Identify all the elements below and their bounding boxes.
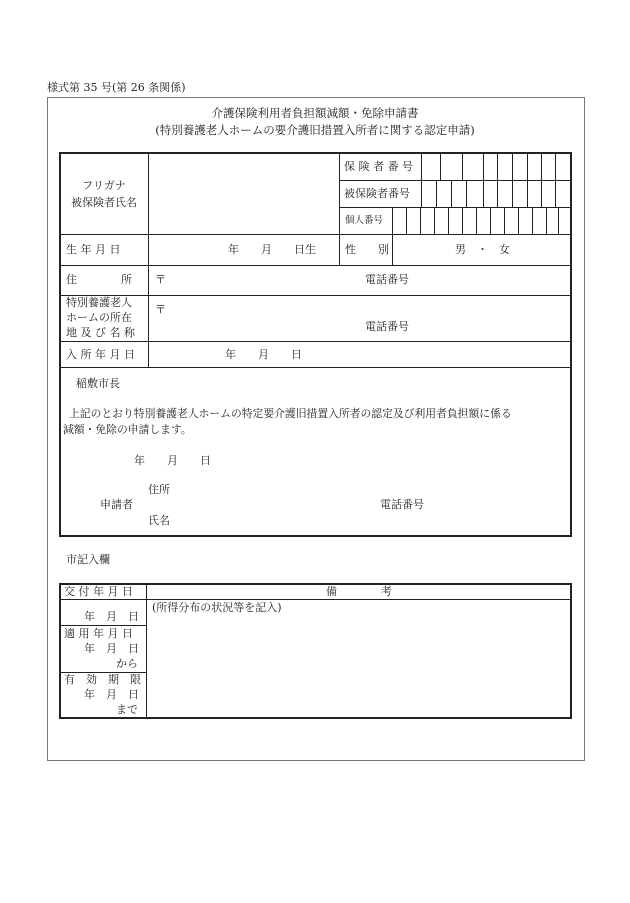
effective-date-label: 適 用 年 月 日 [64, 627, 133, 640]
birthdate-label: 生 年 月 日 [66, 243, 121, 256]
declaration-line-1: 上記のとおり特別養護老人ホームの特定要介護旧措置入所者の認定及び利用者負担額に係る [69, 407, 512, 420]
facility-postal-mark: 〒 [155, 303, 166, 316]
effective-date-ymd: 年 月 日 [84, 642, 139, 655]
sex-label: 性 別 [345, 243, 389, 256]
remarks-note: (所得分布の状況等を記入) [152, 601, 282, 614]
form-number: 様式第 35 号(第 26 条関係) [47, 81, 186, 94]
insured-name-label: 被保険者氏名 [71, 196, 137, 209]
facility-label-2: ホームの所在 [66, 311, 132, 324]
admission-date-format: 年 月 日 [225, 348, 302, 361]
applicant-phone-label: 電話番号 [380, 498, 424, 511]
admission-date-field[interactable] [149, 342, 570, 367]
facility-label-3: 地 及 び 名 称 [66, 326, 135, 339]
personal-number-label: 個人番号 [345, 215, 384, 226]
validity-ymd: 年 月 日 [84, 688, 139, 701]
issue-date-label: 交 付 年 月 日 [64, 585, 133, 598]
facility-label-1: 特別養護老人 [66, 296, 132, 309]
until-label: まで [116, 703, 138, 716]
form-subtitle: (特別養護老人ホームの要介護旧措置入所者に関する認定申請) [155, 123, 475, 137]
addressee: 稲敷市長 [76, 377, 120, 390]
facility-field[interactable] [149, 296, 570, 341]
applicant-address-field[interactable] [175, 480, 375, 498]
postal-mark: 〒 [155, 273, 166, 286]
address-field[interactable] [149, 266, 570, 295]
declaration-line-2: 減額・免除の申請します。 [63, 423, 192, 436]
applicant-label: 申請者 [100, 498, 133, 511]
furigana-label: フリガナ [82, 179, 126, 192]
facility-phone-label: 電話番号 [365, 320, 409, 333]
address-label: 住 所 [66, 273, 132, 286]
birthdate-format: 年 月 日生 [228, 243, 316, 256]
insured-name-field[interactable] [149, 153, 339, 234]
personal-number-field[interactable] [393, 208, 570, 234]
remarks-label: 備 考 [326, 585, 392, 598]
from-label: から [116, 657, 138, 670]
sex-options: 男 ・ 女 [455, 243, 510, 256]
phone-label: 電話番号 [365, 273, 409, 286]
validity-label: 有 効 期 限 [64, 673, 141, 686]
application-date: 年 月 日 [134, 454, 211, 467]
insurer-number-field[interactable] [421, 153, 570, 180]
applicant-phone-field[interactable] [430, 495, 560, 513]
issue-date-ymd: 年 月 日 [84, 610, 139, 623]
form-title: 介護保険利用者負担額減額・免除申請書 [211, 106, 419, 120]
insured-number-label: 被保険者番号 [344, 187, 410, 200]
applicant-address-label: 住所 [148, 483, 170, 496]
applicant-name-label: 氏名 [148, 514, 170, 527]
insurer-number-label: 保 険 者 番 号 [344, 160, 413, 173]
insured-number-field[interactable] [421, 181, 570, 207]
office-use-label: 市記入欄 [66, 553, 110, 566]
admission-date-label: 入 所 年 月 日 [66, 348, 135, 361]
applicant-name-field[interactable] [175, 511, 375, 529]
